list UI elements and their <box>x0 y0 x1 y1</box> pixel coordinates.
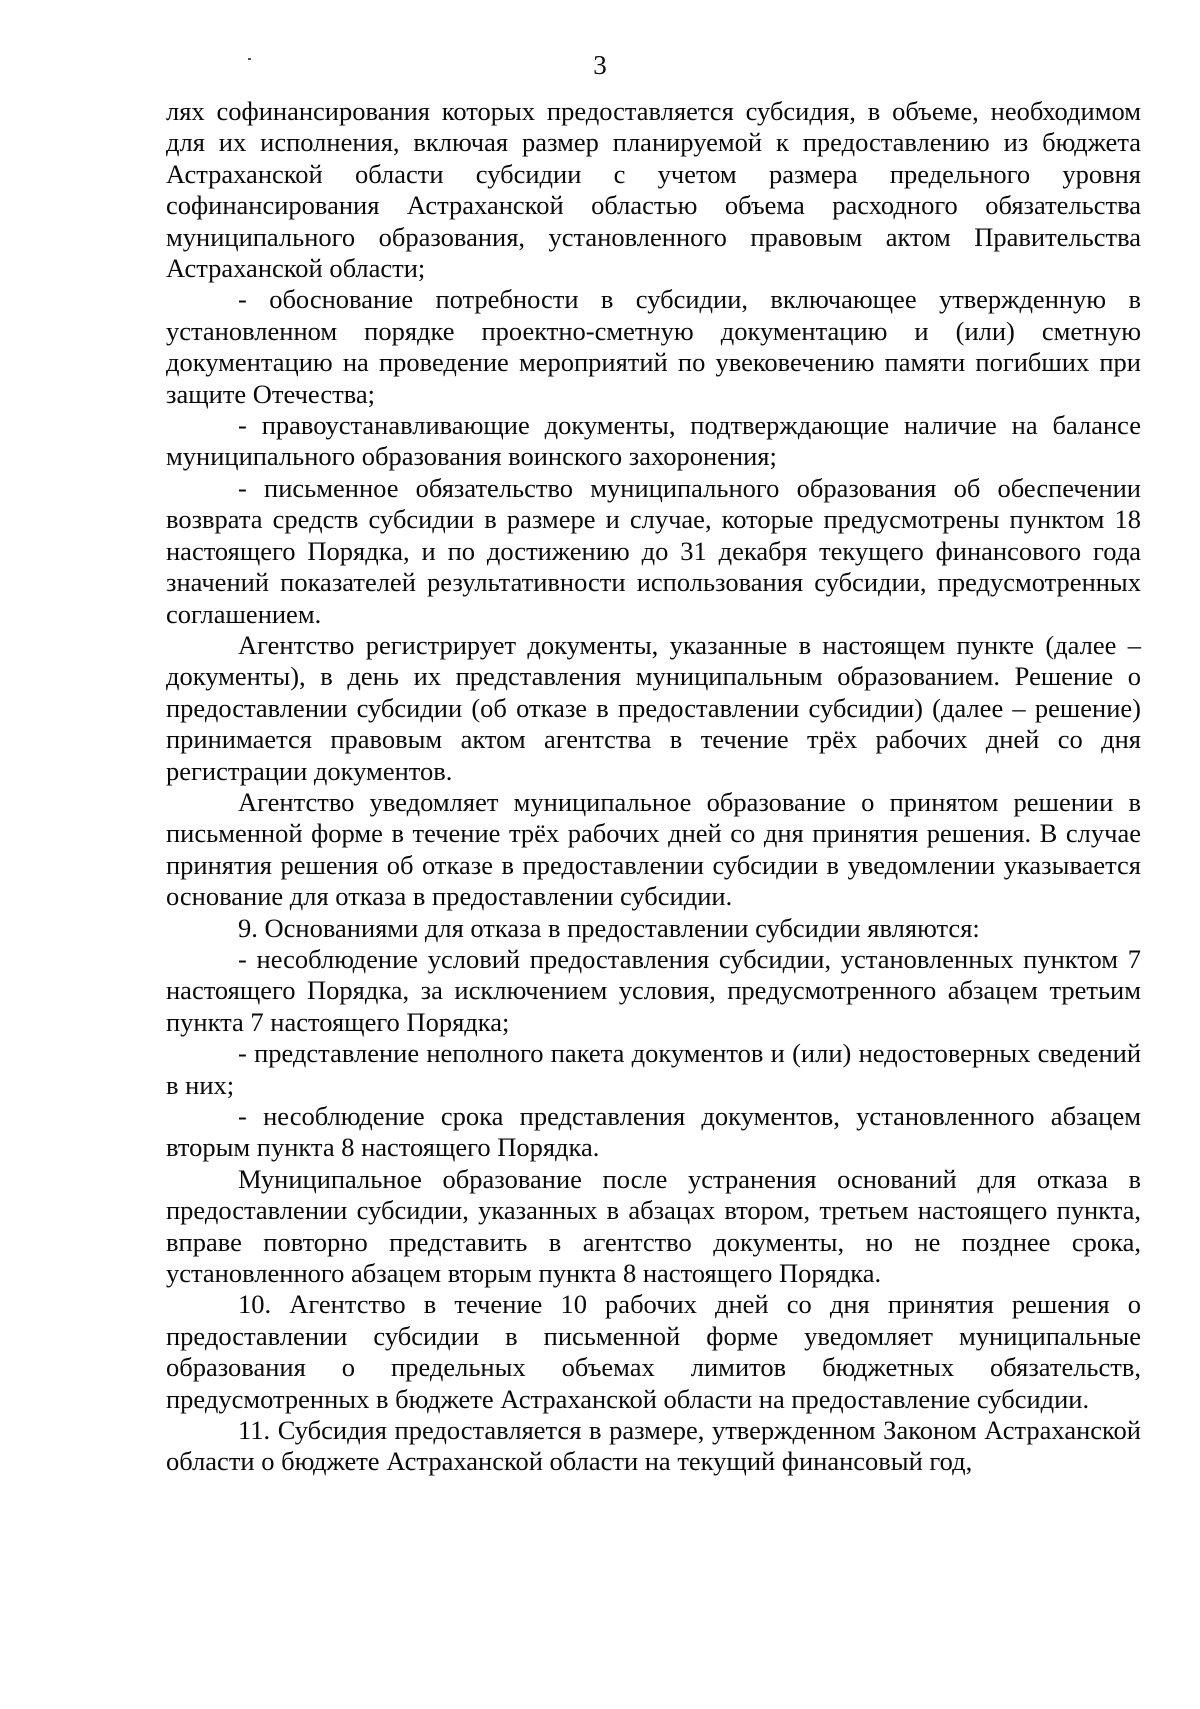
paragraph-list-item: - обоснование потребности в субсидии, включающее утвержденную в установленном порядке проектно-сметную документацию и (или) сметную документацию на проведение мероприятий по увековечению памяти погибших при защите Отечества; <box>166 284 1141 409</box>
paragraph-list-item: - представление неполного пакета документов и (или) недостоверных сведений в них; <box>166 1038 1141 1100</box>
paragraph-list-item: - письменное обязательство муниципального образования об обеспечении возврата средств субсидии в размере и случае, которые предусмотрены пунктом 18 настоящего Порядка, и по достижению до 31 декабря текущего финансового года значений показателей результативности использования субсидии, предусмотренных соглашением. <box>166 472 1141 629</box>
paragraph-clause-10: 10. Агентство в течение 10 рабочих дней со дня принятия решения о предоставлении субсидии в письменной форме уведомляет муниципальные образования о предельных объемах лимитов бюджетных обязательств, предусмотренных в бюджете Астраханской области на предоставление субсидии. <box>166 1289 1141 1414</box>
paragraph-clause-11: 11. Субсидия предоставляется в размере, утвержденном Законом Астраханской области о бюджете Астраханской области на текущий финансовый год, <box>166 1415 1141 1477</box>
paragraph-list-item: - правоустанавливающие документы, подтверждающие наличие на балансе муниципального образования воинского захоронения; <box>166 410 1141 472</box>
paragraph-list-item: - несоблюдение срока представления документов, установленного абзацем вторым пункта 8 настоящего Порядка. <box>166 1101 1141 1163</box>
paragraph: Муниципальное образование после устранения оснований для отказа в предоставлении субсидии, указанных в абзацах втором, третьем настоящего пункта, вправе повторно представить в агентство документы, но не позднее срока, установленного абзацем вторым пункта 8 настоящего Порядка. <box>166 1163 1141 1289</box>
document-body <box>166 96 1141 1478</box>
paragraph-continuation: лях софинансирования которых предоставляется субсидия, в объеме, необходимом для их исполнения, включая размер планируемой к предоставлению из бюджета Астраханской области субсидии с учетом размера предельного уровня софинансирования Астраханской областью объема расходного обязательства муниципального образования, установленного правовым актом Правительства Астраханской области; <box>166 96 1141 284</box>
paragraph-list-item: - несоблюдение условий предоставления субсидии, установленных пунктом 7 настоящего Порядка, за исключением условия, предусмотренного абзацем третьим пункта 7 настоящего Порядка; <box>166 943 1141 1037</box>
page-number: 3 <box>593 50 607 80</box>
paragraph: Агентство уведомляет муниципальное образование о принятом решении в письменной форме в течение трёх рабочих дней со дня принятия решения. В случае принятия решения об отказе в предоставлении субсидии в уведомлении указывается основание для отказа в предоставлении субсидии. <box>166 786 1141 912</box>
paragraph-clause-9: 9. Основаниями для отказа в предоставлении субсидии являются: <box>238 912 980 943</box>
paragraph: Агентство регистрирует документы, указанные в настоящем пункте (далее – документы), в день их представления муниципальным образованием. Решение о предоставлении субсидии (об отказе в предоставлении субсидии) (далее – решение) принимается правовым актом агентства в течение трёх рабочих дней со дня регистрации документов. <box>166 629 1141 786</box>
